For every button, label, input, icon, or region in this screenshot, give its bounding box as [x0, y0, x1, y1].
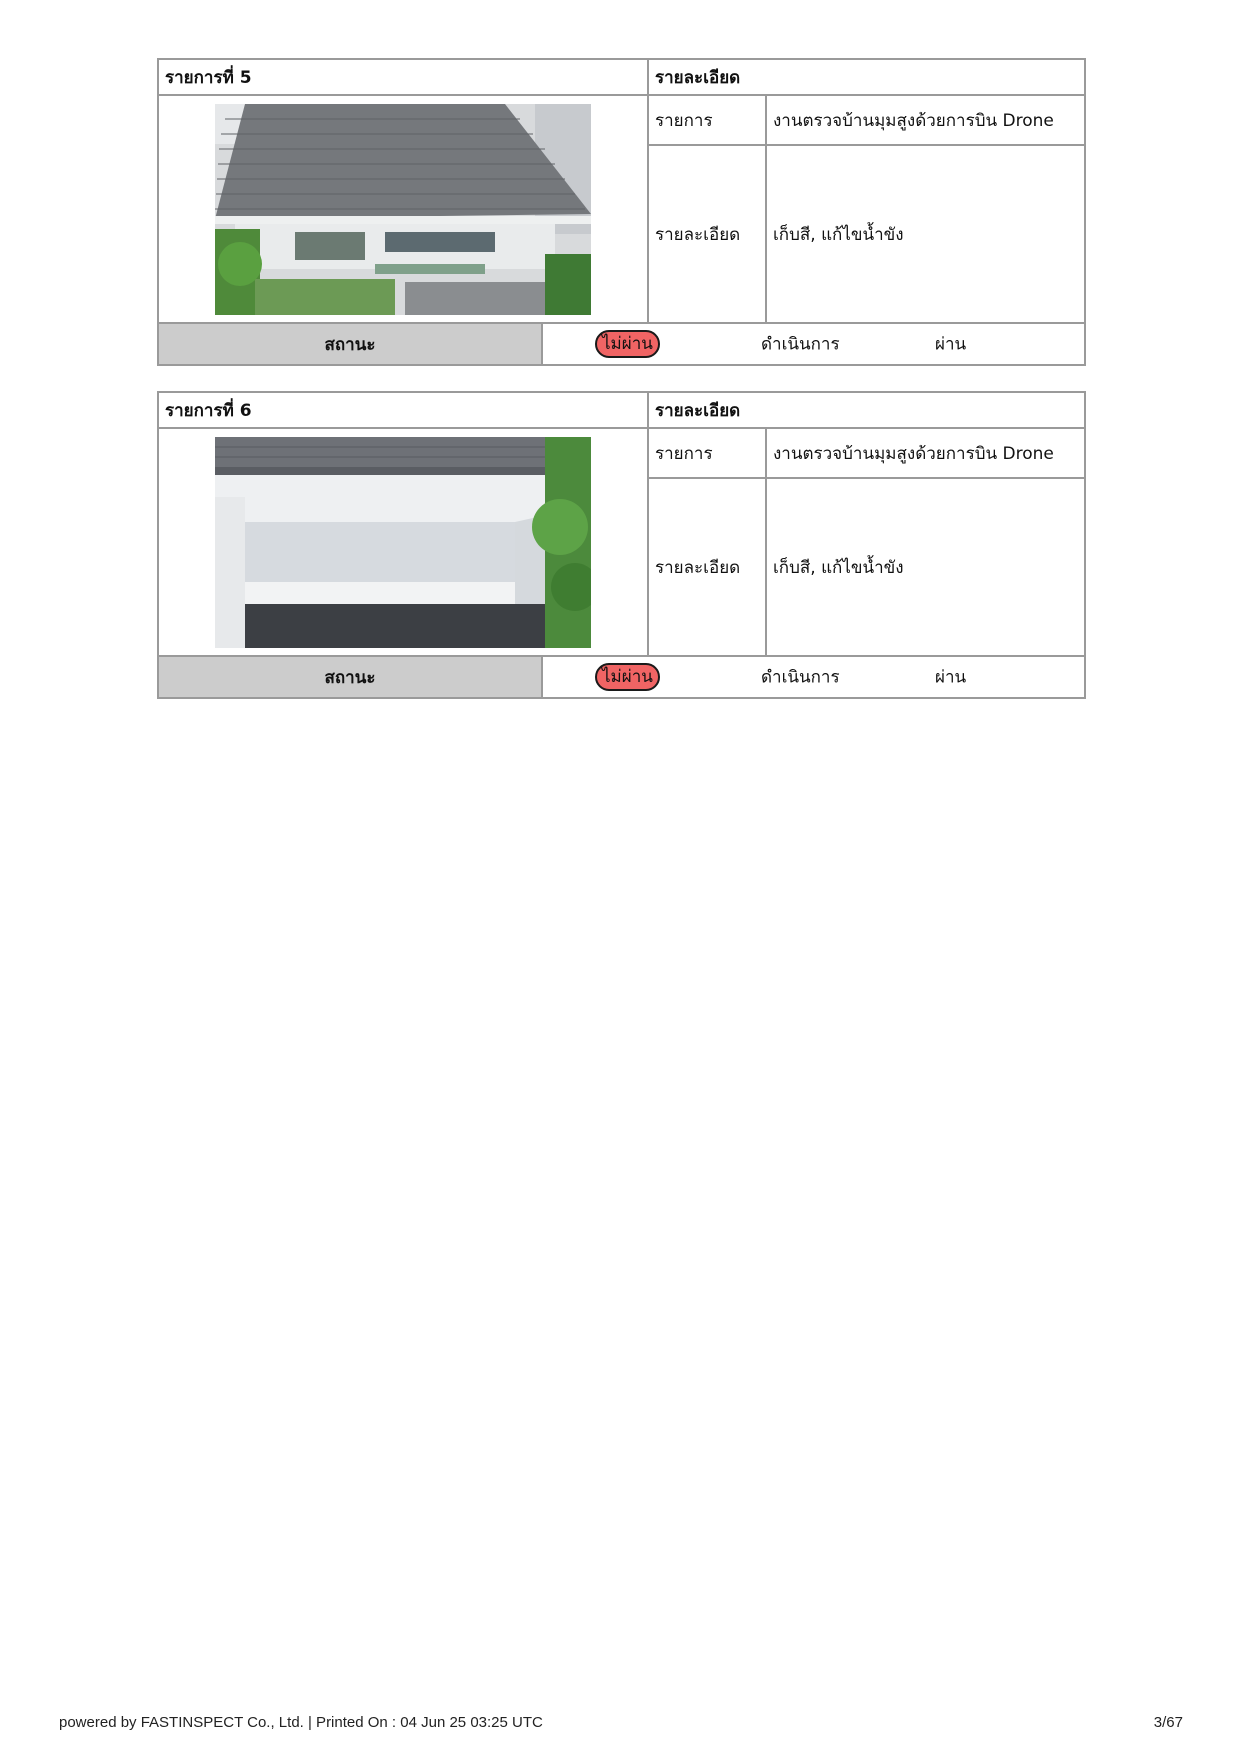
inspection-item-5: [157, 58, 1086, 366]
detail-label: รายละเอียด: [648, 145, 766, 323]
status-options: [542, 323, 1085, 365]
aerial-roof-photo[interactable]: [215, 104, 591, 315]
status-pass[interactable]: ผ่าน: [935, 334, 967, 355]
item-label: รายการ: [648, 95, 766, 145]
status-in-progress[interactable]: ดำเนินการ: [761, 667, 840, 688]
footer-printed-info: powered by FASTINSPECT Co., Ltd. | Printed On : 04 Jun 25 03:25 UTC: [59, 1714, 543, 1731]
item-value: งานตรวจบ้านมุมสูงด้วยการบิน Drone: [766, 95, 1085, 145]
photo-cell: [158, 95, 648, 323]
status-fail-badge[interactable]: ไม่ผ่าน: [595, 663, 660, 691]
item-value: งานตรวจบ้านมุมสูงด้วยการบิน Drone: [766, 428, 1085, 478]
aerial-balcony-photo[interactable]: [215, 437, 591, 648]
status-pass[interactable]: ผ่าน: [935, 667, 967, 688]
detail-header: รายละเอียด: [648, 392, 1085, 428]
item-label: รายการ: [648, 428, 766, 478]
item-title: รายการที่ 6: [158, 392, 648, 428]
photo-cell: [158, 428, 648, 656]
detail-label: รายละเอียด: [648, 478, 766, 656]
status-in-progress[interactable]: ดำเนินการ: [761, 334, 840, 355]
status-label: สถานะ: [158, 656, 542, 698]
inspection-item-6: [157, 391, 1086, 699]
status-fail-badge[interactable]: ไม่ผ่าน: [595, 330, 660, 358]
status-options: [542, 656, 1085, 698]
item-title: รายการที่ 5: [158, 59, 648, 95]
detail-value: เก็บสี, แก้ไขน้ำขัง: [766, 145, 1085, 323]
detail-value: เก็บสี, แก้ไขน้ำขัง: [766, 478, 1085, 656]
footer-page-number: 3/67: [1153, 1714, 1183, 1731]
status-label: สถานะ: [158, 323, 542, 365]
detail-header: รายละเอียด: [648, 59, 1085, 95]
